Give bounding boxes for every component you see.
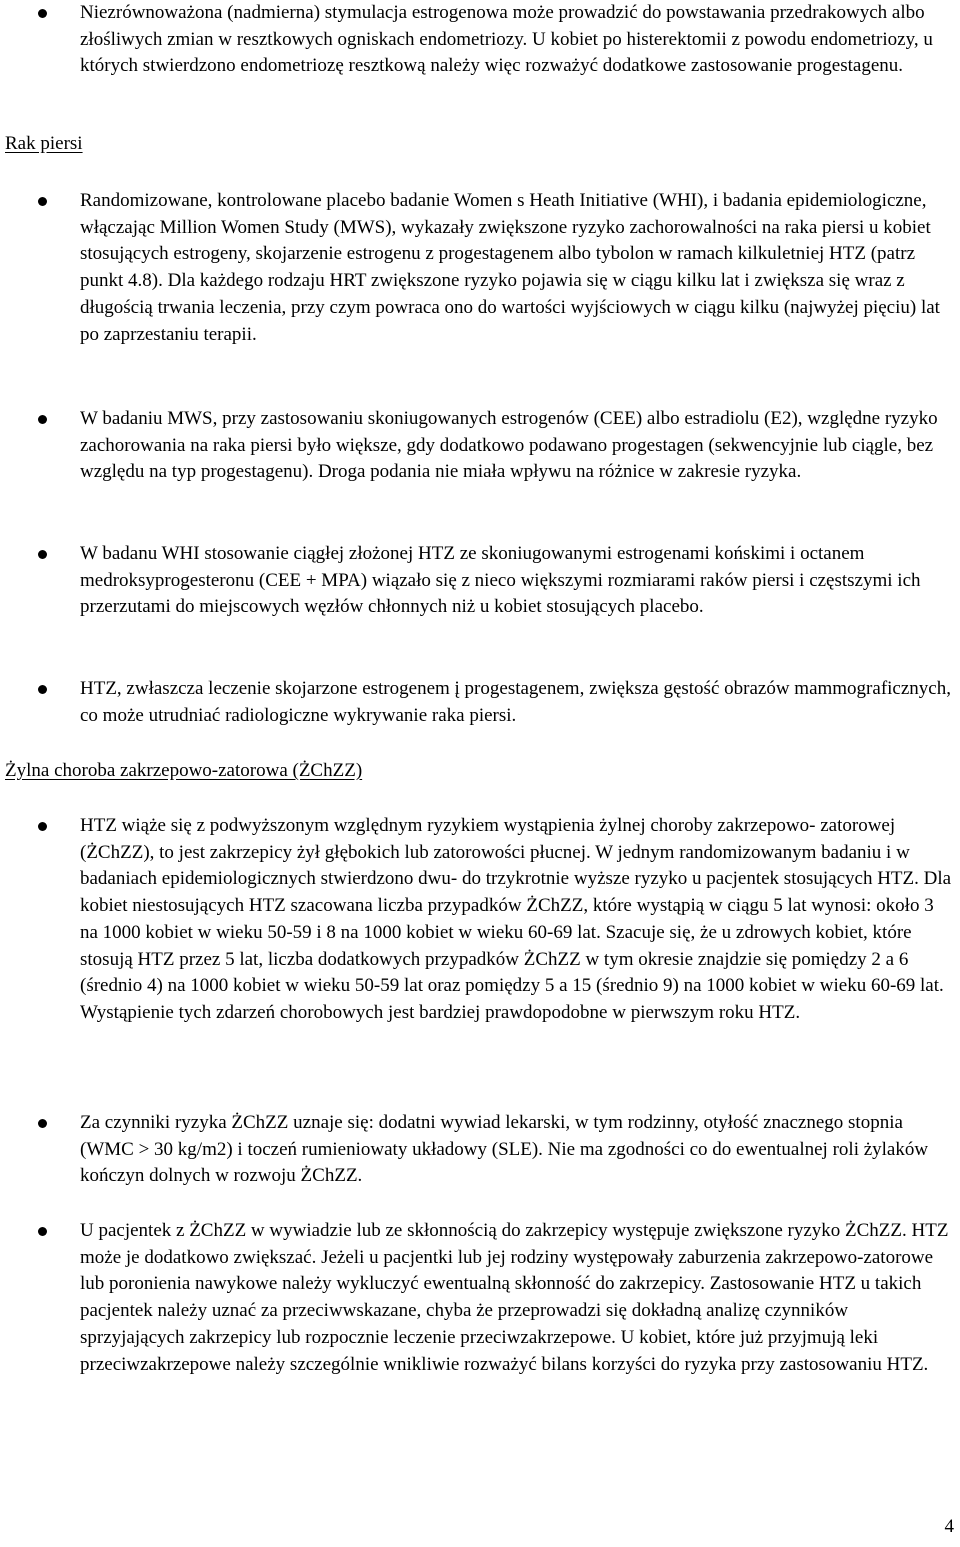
list-item [0, 813, 960, 1027]
list-item [0, 0, 960, 80]
bullet-icon [38, 197, 47, 206]
paragraph-text: HTZ, zwłaszcza leczenie skojarzone estrogenem į progestagenem, zwiększa gęstość obrazów mammograficznych, co może utrudniać radiologiczne wykrywanie raka piersi. [80, 678, 951, 726]
page-number: 4 [944, 1516, 954, 1538]
paragraph-text: U pacjentek z ŻChZZ w wywiadzie lub ze skłonnością do zakrzepicy występuje zwiększone ryzyko ŻChZZ. HTZ może je dodatkowo zwiększać. Jeżeli u pacjentki lub jej rodziny występowały zaburzenia zakrzepowo-zatorowe lub poronienia nawykowe należy wykluczyć ewentualną skłonność do zakrzepicy. Zastosowanie HTZ u takich pacjentek należy uznać za przeciwwskazane, chyba że przeprowadzi się dokładną analizę czynników sprzyjających zakrzepicy lub rozpocznie leczenie przeciwzakrzepowe. U kobiet, które już przyjmują leki przeciwzakrzepowe należy szczególnie wnikliwie rozważyć bilans korzyści do ryzyka przy zastosowaniu HTZ. [80, 1220, 949, 1375]
paragraph-text: W badanu WHI stosowanie ciągłej złożonej HTZ ze skoniugowanymi estrogenami końskimi i octanem medroksyprogesteronu (CEE + MPA) wiązało się z nieco większymi rozmiarami raków piersi i częstszymi ich przerzutami do miejscowych węzłów chłonnych niż u kobiet stosujących placebo. [80, 543, 921, 618]
list-item [0, 188, 960, 348]
top-bullet-list [0, 0, 960, 80]
paragraph-text: W badaniu MWS, przy zastosowaniu skoniugowanych estrogenów (CEE) albo estradiolu (E2), względne ryzyko zachorowania na raka piersi było większe, gdy dodatkowo podawano progestagen (sekwencyjnie lub ciągle, bez względu na typ progestagenu). Droga podania nie miała wpływu na różnice w zakresie ryzyka. [80, 408, 938, 483]
list-item [0, 676, 960, 729]
section-heading-vte: Żylna choroba zakrzepowo-zatorowa (ŻChZZ) [5, 760, 363, 781]
paragraph-text: Za czynniki ryzyka ŻChZZ uznaje się: dodatni wywiad lekarski, w tym rodzinny, otyłość znacznego stopnia (WMC > 30 kg/m2) i toczeń rumieniowaty układowy (SLE). Nie ma zgodności co do ewentualnej roli żylaków kończyn dolnych w rozwoju ŻChZZ. [80, 1112, 929, 1187]
breast-cancer-bullet-list [0, 188, 960, 348]
vte-bullet-list [0, 813, 960, 1027]
bullet-icon [38, 822, 47, 831]
bullet-icon [38, 685, 47, 694]
section-heading-breast-cancer: Rak piersi [5, 133, 83, 154]
bullet-icon [38, 1227, 47, 1236]
bullet-icon [38, 550, 47, 559]
vte-bullet-list-2 [0, 1110, 960, 1190]
bullet-icon [38, 1119, 47, 1128]
breast-cancer-bullet-list-4 [0, 676, 960, 729]
paragraph-text: HTZ wiąże się z podwyższonym względnym ryzykiem wystąpienia żylnej choroby zakrzepowo- zatorowej (ŻChZZ), to jest zakrzepicy żył głębokich lub zatorowości płucnej. W jednym randomizowanym badaniu i w badaniach epidemiologicznych stwierdzono dwu- do trzykrotnie wyższe ryzyko u pacjentek stosujących HTZ. Dla kobiet niestosujących HTZ szacowana liczba przypadków ŻChZZ, które wystąpią w ciągu 5 lat wynosi: około 3 na 1000 kobiet w wieku 50-59 i 8 na 1000 kobiet w wieku 60-69 lat. Szacuje się, że u zdrowych kobiet, które stosują HTZ przez 5 lat, liczba dodatkowych przypadków ŻChZZ w tym okresie znajdzie się pomiędzy 2 a 6 (średnio 4) na 1000 kobiet w wieku 50-59 lat oraz pomiędzy 5 a 15 (średnio 9) na 1000 kobiet w wieku 60-69 lat. Wystąpienie tych zdarzeń chorobowych jest bardziej prawdopodobne w pierwszym roku HTZ. [80, 815, 952, 1023]
paragraph-text: Niezrównoważona (nadmierna) stymulacja estrogenowa może prowadzić do powstawania przedrakowych albo złośliwych zmian w resztkowych ogniskach endometriozy. U kobiet po histerektomii z powodu endometriozy, u których stwierdzono endometriozę resztkową należy więc rozważyć dodatkowe zastosowanie progestagenu. [80, 2, 933, 77]
bullet-icon [38, 415, 47, 424]
list-item [0, 406, 960, 486]
breast-cancer-bullet-list-3 [0, 541, 960, 621]
breast-cancer-bullet-list-2 [0, 406, 960, 486]
vte-bullet-list-3 [0, 1218, 960, 1378]
list-item [0, 541, 960, 621]
list-item [0, 1218, 960, 1378]
paragraph-text: Randomizowane, kontrolowane placebo badanie Women s Heath Initiative (WHI), i badania epidemiologiczne, włączając Million Women Study (MWS), wykazały zwiększone ryzyko zachorowalności na raka piersi u kobiet stosujących estrogeny, skojarzenie estrogenu z progestagenem albo tybolon w ramach kilkuletniej HTZ (patrz punkt 4.8). Dla każdego rodzaju HRT zwiększone ryzyko pojawia się w ciągu kilku lat i zwiększa się wraz z długością trwania leczenia, przy czym powraca ono do wartości wyjściowych w ciągu kilku (najwyżej pięciu) lat po zaprzestaniu terapii. [80, 190, 940, 345]
list-item [0, 1110, 960, 1190]
bullet-icon [38, 9, 47, 18]
